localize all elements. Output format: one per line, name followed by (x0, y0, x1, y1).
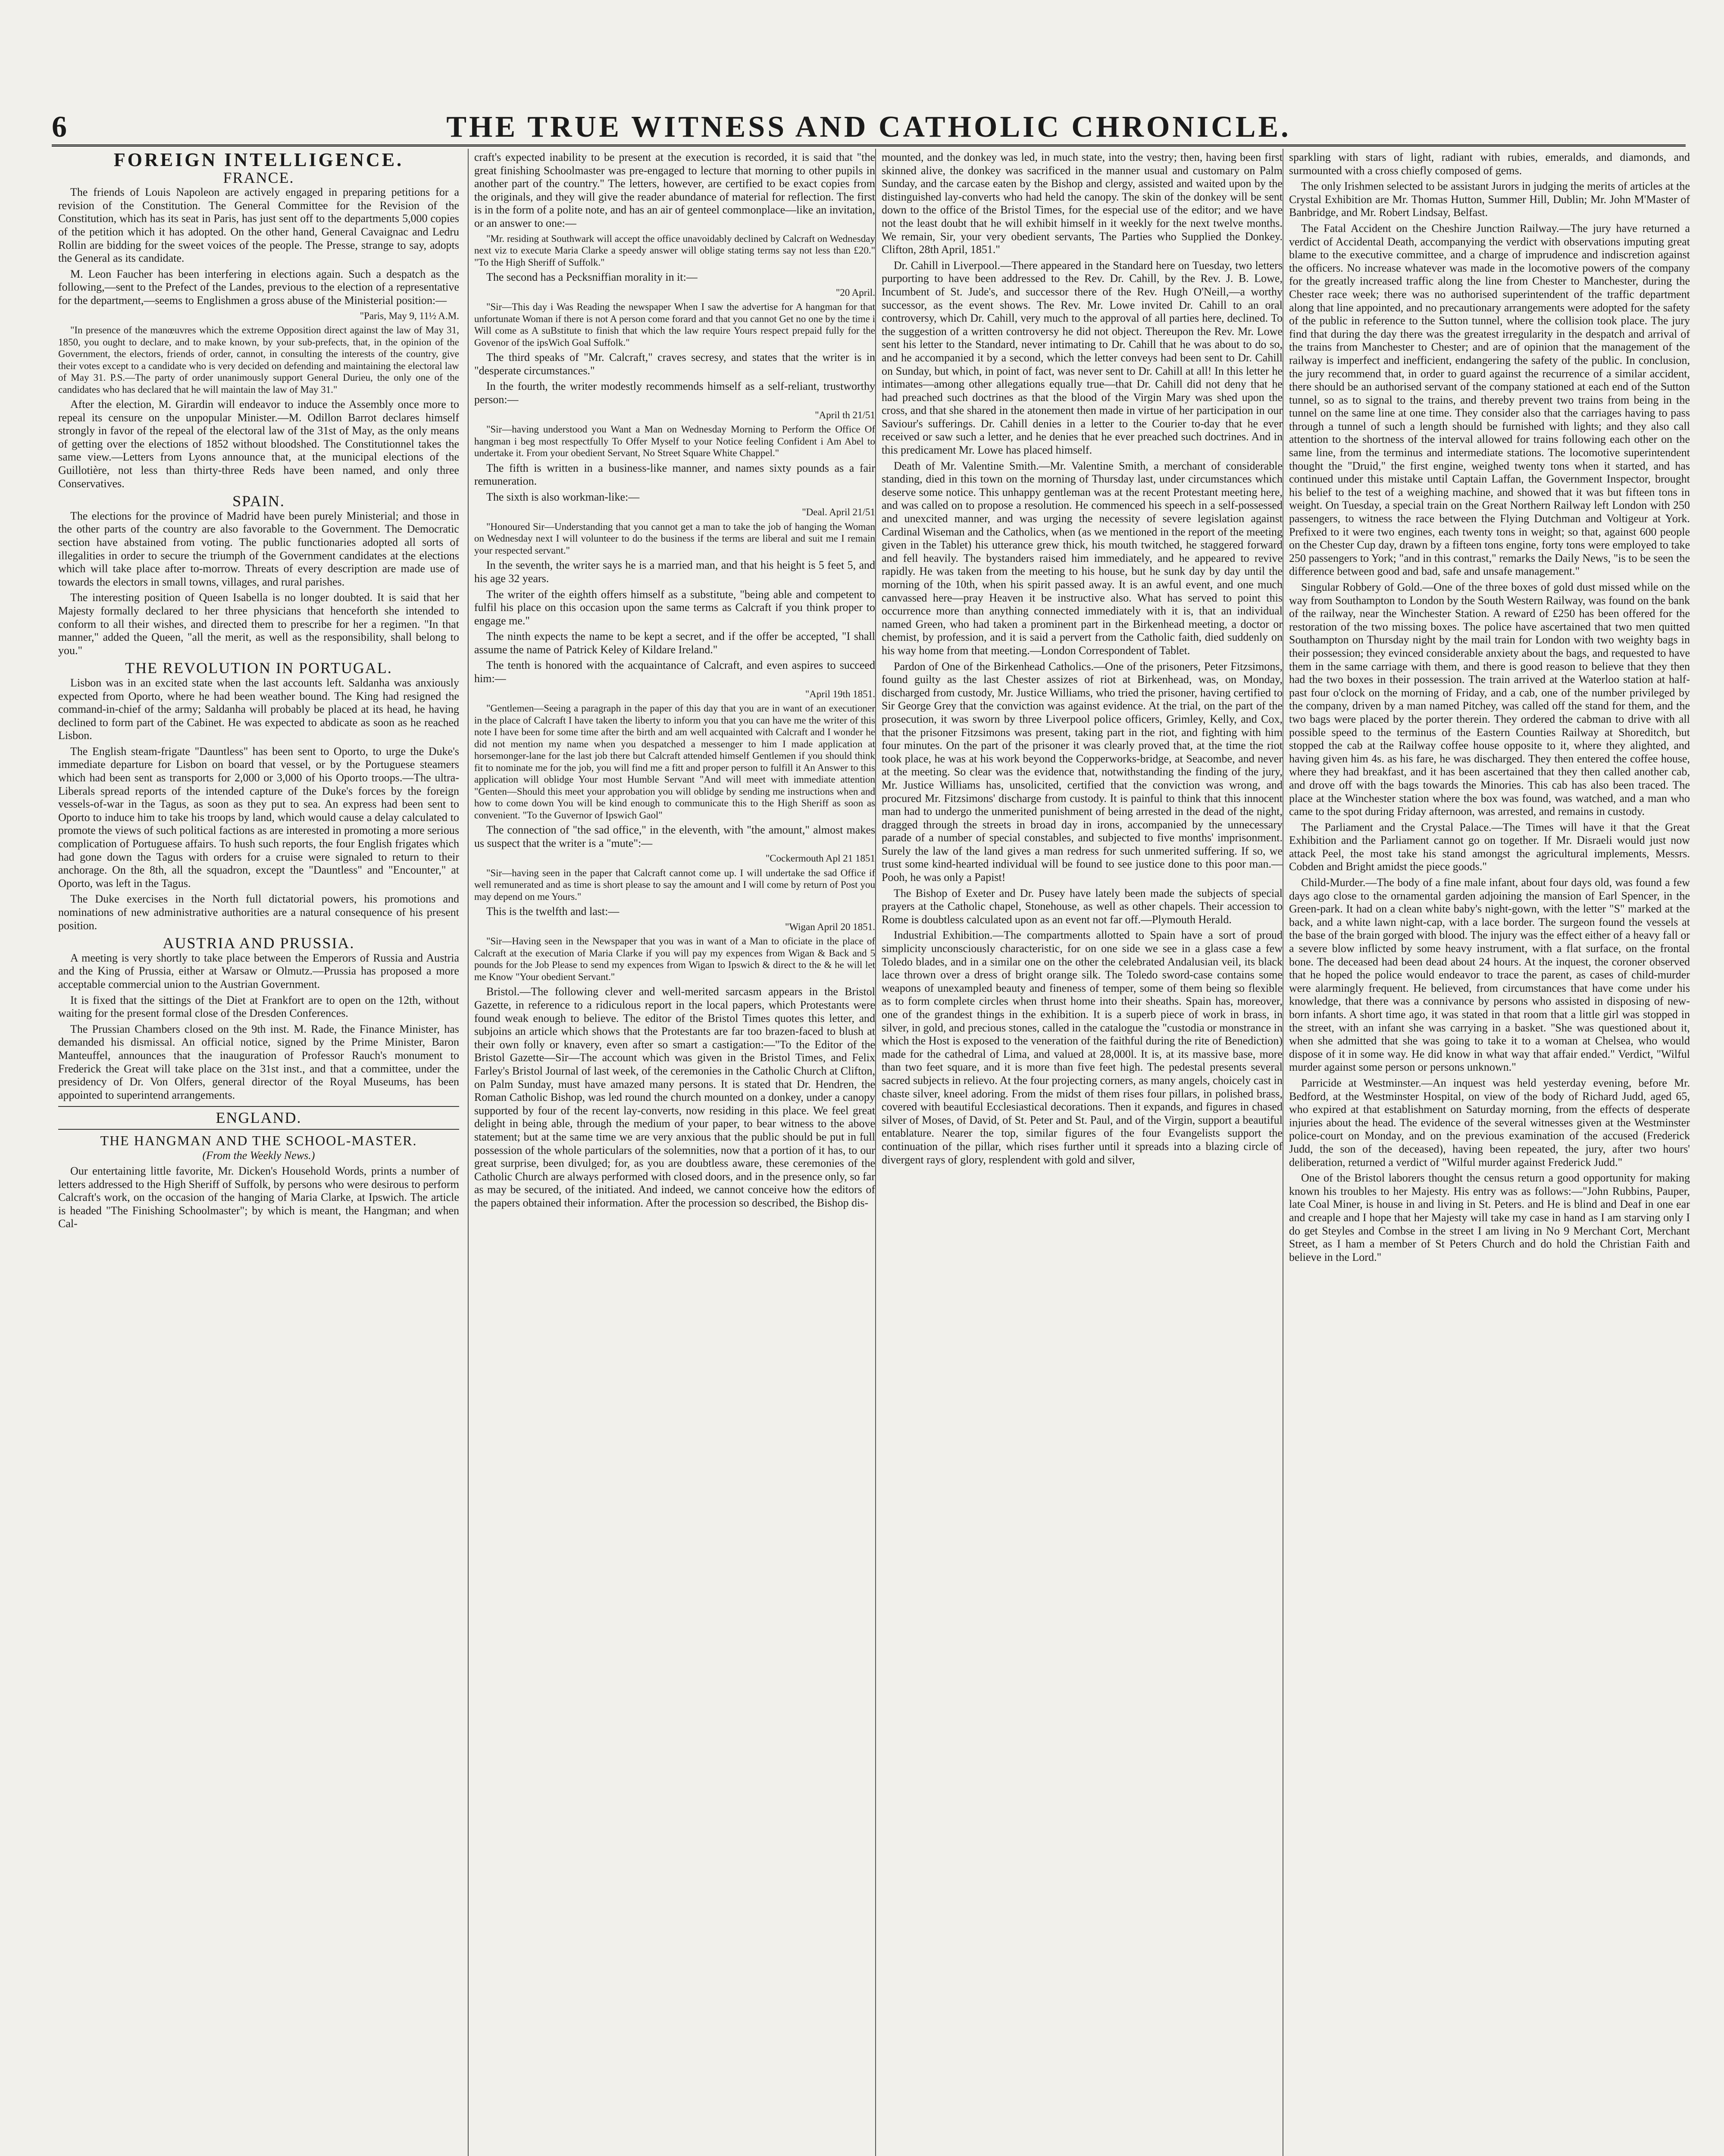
column-1 (58, 151, 459, 2156)
article-paragraph: Dr. Cahill in Liverpool.—There appeared in the Standard here on Tuesday, two letters purporting to have been addressed to the Rev. Dr. Cahill, by the Rev. J. B. Lowe, Incumbent of St. Jude's, and successor there of the Rev. Hugh O'Neill,—a worthy successor, as the event shows. The Rev. Mr. Lowe invited Dr. Cahill to an oral controversy, which Dr. Cahill, very much to the approval of all parties here, declined. To the suggestion of a written controversy he did not object. Thereupon the Rev. Mr. Lowe sent his letter to the Standard, never intimating to Dr. Cahill that he was about to do so, and he accompanied it by a second, which the letter conveys had been sent to Dr. Cahill on Sunday, but which, in point of fact, was never sent to Dr. Cahill at all! In this letter he intimates—among other allegations equally true—that Dr. Cahill did not deny that he had preached such doctrines as that the blood of the Virgin Mary was shed upon the cross, and that she shared in the atonement then made in virtue of her participation in our Saviour's sufferings. Dr. Cahill denies in a letter to the Courier to-day that he ever received or saw such a letter, and he denies that he ever preached such doctrines. And in this predicament Mr. Lowe has placed himself. (882, 259, 1283, 457)
article-paragraph: M. Leon Faucher has been interfering in elections again. Such a despatch as the following,—sent to the Prefect of the Landes, previous to the election of a representative for the department,—seems to Englishmen a gross abuse of the Ministerial position:— (58, 267, 459, 307)
letter: "Honoured Sir—Understanding that you cannot get a man to take the job of hanging the Woman on Wednesday next I will volunteer to do the business if the terms are liberal and suit me I remain your respected servant." (474, 521, 875, 556)
section-heading-austria: AUSTRIA AND PRUSSIA. (163, 934, 355, 952)
article-paragraph: The connection of "the sad office," in the eleventh, with "the amount," almost makes us suspect that the writer is a "mute":— (474, 824, 875, 849)
letter: "Sir—Having seen in the Newspaper that you was in want of a Man to oficiate in the place of Calcraft at the execution of Maria Clarke if you will pay my expences from Wigan & Back and 5 pounds for the Job Please to send my expences from Wigan to Ipswich & direct to the & he will let me Know "Your obedient Servant." (474, 936, 875, 982)
article-paragraph: mounted, and the donkey was led, in much state, into the vestry; then, having been first skinned alive, the donkey was sacrificed in the manner usual and customary on Palm Sunday, and the carcase eaten by the Bishop and clergy, assisted and waited upon by the distinguished lay-converts who had held the canopy. The skin of the donkey will be sent down to the office of the Bristol Times, for the especial use of the editor; and we have not the least doubt that he will exhibit himself in it weekly for the next twelve months. We remain, Sir, your very obedient servants, The Parties who Supplied the Donkey. Clifton, 28th April, 1851." (882, 151, 1283, 256)
article-paragraph: Death of Mr. Valentine Smith.—Mr. Valentine Smith, a merchant of considerable standing, died in this town on the morning of Thursday last, under circumstances which deserve some notice. This unhappy gentleman was at the recent Protestant meeting here, and was called on to propose a resolution. He commenced his speech in a self-possessed and unexcited manner, and was urging the necessity of severe legislation against Cardinal Wiseman and the Catholics, when (as we mentioned in the report of the meeting given in the Tablet) his utterance grew thick, his mouth twitched, he staggered forward and fell heavily. The bystanders raised him immediately, and he appeared to revive rapidly. He was taken from the meeting to his house, but he sunk day by day until the morning of the 10th, when his spirit passed away. It is an awful event, and one much canvassed here—pray Heaven it be instructive also. What has served to point this occurrence more than anything connected immediately with it is, that an individual named Green, who had taken a prominent part in the Birkenhead meeting, a doctor or chemist, by profession, and it is said a pervert from the Catholic faith, died suddenly on his way home from that meeting.—London Correspondent of Tablet. (882, 459, 1283, 657)
article-paragraph: In the seventh, the writer says he is a married man, and that his height is 5 feet 5, and his age 32 years. (474, 559, 875, 585)
article-paragraph: Bristol.—The following clever and well-merited sarcasm appears in the Bristol Gazette, in reference to a ridiculous report in the local papers, which Protestants were found weak enough to believe. The editor of the Bristol Times quotes this letter, and subjoins an article which shows that the Protestants are far too brazen-faced to blush at their own folly or knavery, even after so smart a castigation:—"To the Editor of the Bristol Gazette—Sir—The account which was given in the Bristol Times, and Felix Farley's Bristol Journal of last week, of the ceremonies in the Catholic Church at Clifton, on Palm Sunday, must have amazed many persons. It is stated that Dr. Hendren, the Roman Catholic Bishop, was led round the church mounted on a donkey, under a canopy supported by four of the recent lay-converts, now residing in this place. We feel great delight in being able, through the medium of your paper, to bear witness to the above statement; but at the same time we are very anxious that the public should be put in full possession of the whole particulars of the solemnities, now that a portion of it has, to our great surprise, been divulged; for, as you are doubtless aware, these ceremonies of the Catholic Church are always performed with closed doors, and in the presence only, so far as may be secured, of the initiated. And indeed, we cannot conceive how the editors of the papers obtained their information. After the procession so described, the Bishop dis- (474, 985, 875, 1209)
section-heading-england: ENGLAND. (216, 1109, 302, 1127)
article-paragraph: After the election, M. Girardin will endeavor to induce the Assembly once more to repeal its censure on the unpopular Minister.—M. Odillon Barrot declares himself strongly in favor of the repeal of the electoral law of the 31st of May, as the only means of getting over the elections of 1852 without bloodshed. The Constitutionnel takes the same view.—Letters from Lyons announce that, at the municipal elections of the Guillotière, not less than thirty-three Reds have been named, and only three Conservatives. (58, 398, 459, 490)
column-4 (1289, 151, 1690, 2156)
article-heading-hangman: THE HANGMAN AND THE SCHOOL-MASTER. (100, 1132, 417, 1148)
article-paragraph: The friends of Louis Napoleon are actively engaged in preparing petitions for a revision of the Constitution. The General Committee for the Revision of the Constitution, which has its seat in Paris, has just sent off to the departments 5,000 copies of the petition which it has adopted. On the other hand, General Cavaignac and Ledru Rollin are bidding for the sweet voices of the people. The Presse, strange to say, adopts the General as its candidate. (58, 186, 459, 265)
page-number: 6 (52, 110, 67, 144)
column-divider (468, 149, 469, 2156)
article-paragraph: The Bishop of Exeter and Dr. Pusey have lately been made the subjects of special prayers at the Catholic chapel, Stonehouse, as well as other chapels. Their accession to Rome is doubtless calculated upon as an event not far off.—Plymouth Herald. (882, 887, 1283, 926)
article-paragraph: A meeting is very shortly to take place between the Emperors of Russia and Austria and the King of Prussia, either at Warsaw or Olmutz.—Prussia has proposed a more acceptable commercial union to the Austrian Government. (58, 951, 459, 990)
letter-dateline: "April 19th 1851. (805, 688, 875, 699)
quote-dateline: "Paris, May 9, 11½ A.M. (360, 310, 459, 321)
letter: "Gentlemen—Seeing a paragraph in the paper of this day that you are in want of an executioner in the place of Calcraft I have taken the liberty to inform you that you can have me the writer of this note I have been for some time after the birth and am well acquainted with Calcraft and I wonder he did not mention my name when you despatched a messenger to him I made application at horsemonger-lane for the last job there but Calcraft attended himself Gentlemen if you should think fit to nominate me for the job, you will find me a fitt and proper person to fulfill it An Answer to this application will oblidge Your most Humble Servant "And will meet with immediate attention "Genten—Should this meet your approbation you will oblidge by sending me instructions when and how to come down You will be kind enough to communicate this to the High Sheriff as soon as convenient. "To the Guvernor of Ipswich Gaol" (474, 703, 875, 821)
article-paragraph: The sixth is also workman-like:— (486, 490, 640, 503)
letter-dateline: "Wigan April 20 1851. (785, 921, 875, 932)
article-paragraph: The writer of the eighth offers himself as a substitute, "being able and competent to fulfil his place on this occasion upon the same terms as Calcraft if you think proper to engage me." (474, 588, 875, 627)
article-paragraph: The Prussian Chambers closed on the 9th inst. M. Rade, the Finance Minister, has demanded his dismissal. An official notice, signed by the Prime Minister, Baron Manteuffel, announces that the inauguration of Professor Rauch's monument to Frederick the Great will take place on the 31st inst., and that a committee, under the presidency of Dr. Von Olfers, general director of the Royal Museums, has been appointed to superintend arrangements. (58, 1022, 459, 1101)
newspaper-title: THE TRUE WITNESS AND CATHOLIC CHRONICLE. (446, 110, 1291, 144)
letter-dateline: "April th 21/51 (815, 409, 875, 420)
section-divider (58, 1129, 459, 1130)
letter: "Sir—having understood you Want a Man on Wednesday Morning to Perform the Office Of hangman i beg most respectfully To Offer Myself to your Notice feeling Confident i Am Abel to undertake it. From your obedient Servant, No Street Square White Chappel." (474, 424, 875, 459)
article-paragraph: The interesting position of Queen Isabella is no longer doubted. It is said that her Majesty formally declared to her three physicians that henceforth she intended to conform to all their wishes, and directed them to prescribe for her a regimen. "In that manner," added the Queen, "all the merit, as well as the responsibility, shall belong to you." (58, 591, 459, 657)
article-paragraph: It is fixed that the sittings of the Diet at Frankfort are to open on the 12th, without waiting for the present formal close of the Dresden Conferences. (58, 993, 459, 1020)
article-paragraph: The Duke exercises in the North full dictatorial powers, his promotions and nominations of new administrative authorities are a natural consequence of his present position. (58, 893, 459, 932)
article-paragraph: Our entertaining little favorite, Mr. Dicken's Household Words, prints a number of letters addressed to the High Sheriff of Suffolk, by persons who were desirous to perform Calcraft's work, on the occasion of the hanging of Maria Clarke, at Ipswich. The article is headed "The Finishing Schoolmaster"; by which is meant, the Hangman; and when Cal- (58, 1165, 459, 1230)
article-paragraph: craft's expected inability to be present at the execution is recorded, it is said that "the great finishing Schoolmaster was pre-engaged to lecture that morning to other pupils in another part of the country." The letters, however, are certified to be exact copies from the originals, and they will give the reader abundance of material for reflection. The first is in the form of a polite note, and has an air of genteel commonplace—like an invitation, or an answer to one:— (474, 151, 875, 229)
section-divider (58, 1106, 459, 1107)
article-paragraph: Lisbon was in an excited state when the last accounts left. Saldanha was anxiously expected from Oporto, where he had been weather bound. The King had resigned the command-in-chief of the army; Saldanha will probably be placed at its head, he having declined to form part of the Cabinet. He was expected to abdicate as soon as he reached Lisbon. (58, 676, 459, 742)
article-paragraph: Industrial Exhibition.—The compartments allotted to Spain have a sort of proud simplicity unconsciously characteristic, for on one side we see in a glass case a few Toledo blades, and in a similar one on the other the celebrated Andalusian veil, its black lace thrown over a dress of bright orange silk. The Toledo sword-case contains some weapons of unexampled beauty and fineness of temper, some of them being so flexible as to form complete circles when thrust home into their sheaths. Spain has, moreover, one of the grandest things in the exhibition. It is a superb piece of work in brass, in silver, in gold, and precious stones, called in the catalogue the "custodia or monstrance in which the Host is exposed to the veneration of the faithful during the rite of Benediction) made for the cathedral of Lima, and valued at 28,000l. It is, at its massive base, more than two feet square, and it is more than five feet high. The pedestal presents several sacred subjects in relievo. At the four projecting corners, as many angels, choicely cast in chaste silver, kneel adoring. From the midst of them rises four pillars, in polished brass, covered with beautiful Ecclesiastical decorations. Then it expands, and figures in chased silver of Moses, of David, of St. Peter and St. Paul, and of the Virgin, support a beautiful entablature. Nearer the top, similar figures of the four Evangelists support the continuation of the pillar, which rises further until it spreads into a blazing circle of divergent rays of glory, resplendent with gold and silver, (882, 929, 1283, 1166)
article-paragraph: Parricide at Westminster.—An inquest was held yesterday evening, before Mr. Bedford, at the Westminster Hospital, on view of the body of Richard Judd, aged 65, who expired at that establishment on Saturday morning, from the effects of desperate injuries about the head. The evidence of the several witnesses given at the Westminster police-court on Monday, and on the previous examination of the accused (Frederick Judd, the son of the deceased), having been repeated, the jury, after two hours' deliberation, returned a verdict of "Wilful murder against Frederick Judd." (1289, 1076, 1690, 1169)
article-paragraph: The tenth is honored with the acquaintance of Calcraft, and even aspires to succeed him:— (474, 659, 875, 685)
article-paragraph: The ninth expects the name to be kept a secret, and if the offer be accepted, "I shall assume the name of Patrick Keley of Kildare Ireland." (474, 630, 875, 656)
article-paragraph: The English steam-frigate "Dauntless" has been sent to Oporto, to urge the Duke's immediate departure for Lisbon on board that vessel, or by the Portuguese steamers which had been sent as transports for 2,000 or 3,000 of his Oporto troops.—The ultra-Liberals spread reports of the intended capture of the Duke's forces by the foreign vessels-of-war in the Tagus, as soon as they put to sea. An express had been sent to Oporto to induce him to take his troops by land, which would cause a delay calculated to promote the views of such political factions as are interested in promoting a more serious complication of Portuguese affairs. To hush such reports, the four English frigates which had gone down the Tagus with orders for a cruise were signaled to return to their anchorage. On the 8th, all the squadron, except the "Dauntless" and "Encounter," at Oporto, was left in the Tagus. (58, 745, 459, 890)
article-paragraph: The Fatal Accident on the Cheshire Junction Railway.—The jury have returned a verdict of Accidental Death, accompanying the verdict with observations imputing great blame to the executive committee, and a charge of imprudence and indiscretion against the officers. No increase whatever was made in the locomotive powers of the company for the greatly increased traffic along the line from Chester to Manchester, during the Chester race week; there was no authorised superintendent of the traffic department along that line appointed, and no precautionary arrangements were adopted for the safety of the public in reference to the Sutton tunnel, where the collision took place. The jury find that during the day there was the greatest irregularity in the despatch and arrival of the trains from Manchester to Chester; and are of opinion that the management of the railway is imperfect and inefficient, endangering the safety of the public. In conclusion, the jury recommend that, in order to guard against the recurrence of a similar accident, there should be an authorised servant of the company stationed at each end of the Sutton tunnel, so as to signal to the trains, and thereby prevent two trains from being in the tunnel on the same line at one time. They consider also that the carriages having to pass through a tunnel of such a length should be furnished with lights; and they also call attention to the shortness of the interval allowed for trains following each other on the same line, from the terminus and intermediate stations. The locomotive superintendent thought the "Druid," the first engine, weighed twenty tons when it started, and has continued under this mistake until Captain Laffan, the Government Inspector, brought his belief to the test of a weighing machine, and showed that it was but fifteen tons in weight. On Tuesday, a special train on the Great Northern Railway left London with 250 passengers, to witness the race between the Flying Dutchman and Voltigeur at York. Prefixed to it were two engines, each twenty tons in weight; so that, against 600 people on the Chester Cup day, drawn by a fifteen tons engine, forty tons were employed to take 250 passengers to York; "and in this contrast," remarks the Daily News, "is to be seen the difference between good and bad, safe and unsafe management." (1289, 222, 1690, 578)
article-paragraph: The elections for the province of Madrid have been purely Ministerial; and those in the other parts of the country are also favorable to the Government. The Democratic section have abstained from voting. The public functionaries adopted all sorts of illegalities in order to secure the triumph of the Government candidates at the elections which will take place after to-morrow. Threats of every description are made use of towards the electors in small towns, villages, and rural parishes. (58, 509, 459, 588)
section-heading-spain: SPAIN. (232, 492, 285, 510)
article-paragraph: Singular Robbery of Gold.—One of the three boxes of gold dust missed while on the way from Southampton to London by the South Western Railway, was found on the bank of the railway, near the Winchester Station. A reward of £250 has been offered for the restoration of the two missing boxes. The police have ascertained that two men quitted Southampton on Thursday night by the mail train for London with two weighty bags in their possession; they evinced considerable anxiety about the bags, and requested to have them in the same carriage with them, and there is good reason to believe that they then had the two boxes in their possession. The train arrived at the Waterloo station at half-past four o'clock on the morning of Friday, and a cab, one of the number privileged by the company, driven by a man named Pitchey, was called off the stand for them, and the two bags were placed by the porter therein. They ordered the cabman to drive with all possible speed to the terminus of the Eastern Counties Railway at Shoreditch, but stopped the cab at the Railway coffee house opposite to it, where they alighted, and having given him 4s. as his fare, he was discharged. They then entered the coffee house, where they had breakfast, and it has been ascertained that they then called another cab, and drove off with the bags towards the Minories. This cab has also been traced. The place at the Winchester station where the box was found, was watched, and a man who came to the spot during Friday afternoon, was arrested, and remains in custody. (1289, 581, 1690, 818)
quote-paragraph: "In presence of the manœuvres which the extreme Opposition direct against the law of May 31, 1850, you ought to declare, and to make known, by your sub-prefects, that, in the opinion of the Government, the electors, friends of order, cannot, in consulting the interests of the country, give their votes except to a candidate who is very decided on defending and maintaining the electoral law of May 31. P.S.—The party of order unanimously support General Durieu, the only one of the candidates who has declared that he will maintain the law of May 31." (58, 325, 459, 395)
section-heading-portugal: THE REVOLUTION IN PORTUGAL. (125, 659, 392, 677)
article-paragraph: The fifth is written in a business-like manner, and names sixty pounds as a fair remuneration. (474, 461, 875, 488)
masthead (52, 110, 1686, 147)
article-paragraph: This is the twelfth and last:— (486, 905, 620, 918)
article-paragraph: One of the Bristol laborers thought the census return a good opportunity for making known his troubles to her Majesty. His entry was as follows:—"John Rubbins, Pauper, late Coal Miner, is house in and living in St. Peters. and He is blind and Deaf in one ear and creaple and I hope that her Majesty will take my case in hand as I am starving only I do get Steyles and Combse in the street I am living in No 9 Merchant Cort, Merchant Street, as I ham a member of St Peters Church and do hold the Christian Faith and believe in the Lord." (1289, 1172, 1690, 1263)
letter-dateline: "Deal. April 21/51 (802, 507, 875, 518)
letter-dateline: "Cockermouth Apl 21 1851 (765, 853, 875, 864)
article-paragraph: Pardon of One of the Birkenhead Catholics.—One of the prisoners, Peter Fitzsimons, found guilty as the last Chester assizes of riot at Birkenhead, was, on Monday, discharged from custody, Mr. Justice Williams, who tried the prisoner, having certified to Sir George Grey that the conviction was against evidence. At the trial, on the part of the prosecution, it was sworn by three Liverpool police officers, Grimley, Kelly, and Cox, that the prisoner Fitzsimons was present, taking part in the riot, and fighting with him four minutes. On the part of the prisoner it was clearly proved that, at the time the riot took place, he was at his work beyond the Copperworks-bridge, at Seacombe, and never at the meeting. So clear was the evidence that, notwithstanding the finding of the jury, Mr. Justice Williams has, unsolicited, certified that the conviction was wrong, and procured Mr. Fitzsimons' discharge from custody. It is painful to think that this innocent man had to undergo the unmerited punishment of being arrested in the dead of the night, dragged through the streets in broad day in irons, accompanied by the unnecessary parade of a number of special constables, and subjected to five months' imprisonment. Surely the law of the land gives a man redress for such unmerited suffering. If so, we trust some kind-hearted individual will be found to see justice done to this poor man.—Pooh, he was only a Papist! (882, 660, 1283, 884)
section-heading-foreign: FOREIGN INTELLIGENCE. (113, 151, 404, 170)
article-paragraph: The second has a Pecksniffian morality in it:— (486, 271, 698, 284)
letter-dateline: "20 April. (835, 287, 875, 298)
article-paragraph: sparkling with stars of light, radiant with rubies, emeralds, and diamonds, and surmounted with a cross chiefly composed of gems. (1289, 151, 1690, 177)
column-3 (882, 151, 1283, 2156)
article-paragraph: Child-Murder.—The body of a fine male infant, about four days old, was found a few days ago close to the ornamental garden adjoining the mansion of Earl Spencer, in the Green-park. It had on a clean white baby's night-gown, with the letter "S" marked at the back, and a white lawn night-cap, with a lace border. The surgeon found the vessels at the base of the brain gorged with blood. The injury was the effect either of a heavy fall or a severe blow inflicted by some heavy instrument, with a flat surface, on the frontal bone. The deceased had been dead about 24 hours. At the inquest, the coroner observed that he hoped the police would endeavor to trace the parent, as cases of child-murder were alarmingly frequent. He believed, from circumstances that have come under his knowledge, that there was a connivance by persons who assisted in disposing of new-born infants. A short time ago, it was stated in that room that a little girl was stopped in the street, with an infant she was carrying in a basket. "She was questioned about it, when she admitted that she was going to take it to a woman at Chelsea, who would dispose of it in some way. He did know in what way that affair ended." Verdict, "Wilful murder against some person or persons unknown." (1289, 876, 1690, 1074)
article-paragraph: In the fourth, the writer modestly recommends himself as a self-reliant, trustworthy person:— (474, 380, 875, 406)
letter: "Mr. residing at Southwark will accept the office unavoidably declined by Calcraft on Wednesday next viz to execute Maria Clarke a speedy answer will oblige stating terms say not less than £20." "To the High Sheriff of Suffolk." (474, 233, 875, 268)
letter: "Sir—This day i Was Reading the newspaper When I saw the advertise for A hangman for that unfortunate Woman if there is not A person come forard and that you cannot Get no one by the time i Will come as A suBstitute to finish that which the law require Yours respect prepaid fully for the Govenor of the ipsWich Goal Suffolk." (474, 301, 875, 348)
section-heading-france: FRANCE. (223, 169, 294, 186)
column-divider (875, 149, 876, 2156)
article-paragraph: The Parliament and the Crystal Palace.—The Times will have it that the Great Exhibition and the Parliament cannot go on together. If Mr. Disraeli would just now attack Peel, the most take his stand amongst the agricultural implements, Messrs. Cobden and Bright amidst the piece goods." (1289, 821, 1690, 873)
column-2 (474, 151, 875, 2156)
article-paragraph: The only Irishmen selected to be assistant Jurors in judging the merits of articles at the Crystal Exhibition are Mr. Thomas Hutton, Summer Hill, Dublin; Mr. John M'Master of Banbridge, and Mr. Robert Lindsay, Belfast. (1289, 180, 1690, 219)
article-paragraph: The third speaks of "Mr. Calcraft," craves secresy, and states that the writer is in "desperate circumstances." (474, 351, 875, 377)
letter: "Sir—having seen in the paper that Calcraft cannot come up. I will undertake the sad Office if well remunerated and as time is short please to say the amount and I will come by return of Post you may depend on me Yours." (474, 867, 875, 902)
article-source: (From the Weekly News.) (202, 1149, 315, 1162)
